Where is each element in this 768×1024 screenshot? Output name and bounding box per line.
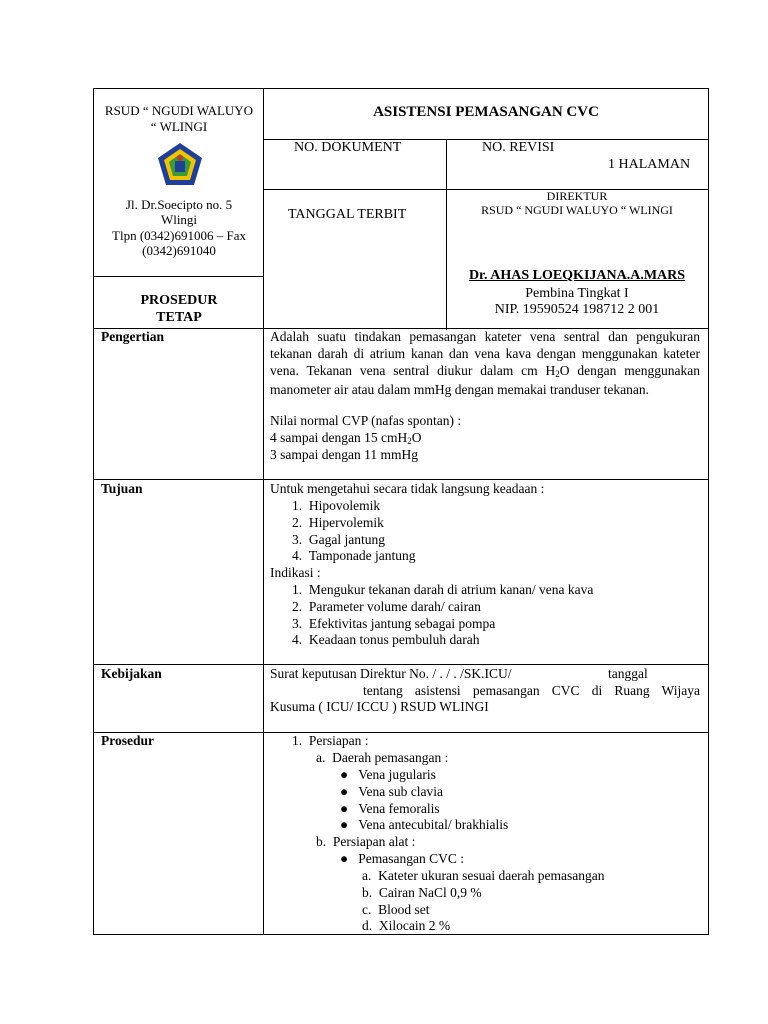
list-item bbox=[340, 767, 508, 784]
list-item: 1. Mengukur tekanan darah di atrium kanan/ vena kava bbox=[292, 582, 594, 597]
alat-letter-a: a. bbox=[362, 868, 372, 883]
bullet-icon: ● bbox=[340, 851, 349, 866]
bullet-icon: ● bbox=[340, 817, 349, 833]
no-dokumen-label: NO. DOKUMENT bbox=[294, 140, 402, 155]
tujuan-item-1: Hipovolemik bbox=[308, 498, 381, 513]
direktur-org: RSUD “ NGUDI WALUYO “ WLINGI bbox=[481, 203, 673, 217]
alat-list bbox=[362, 868, 605, 935]
header-left-divider bbox=[93, 276, 264, 277]
list-item: 2. Parameter volume darah/ cairan bbox=[292, 598, 481, 614]
kebijakan-line-1a: Surat keputusan Direktur No. / . / . /SK.ICU/ bbox=[270, 666, 512, 681]
persiapan-label: Persiapan : bbox=[308, 733, 369, 748]
tujuan-intro: Untuk mengetahui secara tidak langsung keadaan : bbox=[270, 481, 545, 496]
alat-item-2: Cairan NaCl 0,9 % bbox=[378, 884, 482, 900]
kebijakan-top-divider bbox=[93, 664, 709, 665]
prosedur-daerah bbox=[316, 750, 448, 767]
tujuan-label: Tujuan bbox=[101, 481, 143, 496]
tujuan-item-2: Hipervolemik bbox=[308, 514, 384, 530]
direktur-nip: NIP. 19590524 198712 2 001 bbox=[494, 302, 660, 317]
indikasi-item-1: Mengukur tekanan darah di atrium kanan/ vena kava bbox=[308, 582, 594, 597]
pengertian-p1-cont: O dengan menggunakan manometer air atau dalam mmHg dengan memakai tranduser tekanan. bbox=[270, 362, 701, 398]
prosedur-tetap-line-2: TETAP bbox=[156, 310, 202, 325]
halaman-count: 1 HALAMAN bbox=[608, 157, 691, 172]
list-item: 3. Efektivitas jantung sebagai pompa bbox=[292, 615, 496, 631]
kebijakan-line-2: tentang asistensi pemasangan CVC di Ruang Wijaya bbox=[363, 683, 700, 698]
alat-bullet-label: Pemasangan CVC : bbox=[358, 851, 465, 866]
tujuan-list bbox=[292, 498, 416, 565]
list-item: 1. Hipovolemik bbox=[292, 498, 381, 513]
alat-item-4: Xilocain 2 % bbox=[378, 918, 451, 934]
list-item bbox=[362, 902, 605, 919]
daerah-list bbox=[340, 767, 508, 834]
indikasi-list bbox=[292, 582, 593, 649]
bullet-icon: ● bbox=[340, 783, 349, 799]
pengertian-sub: 2 bbox=[555, 368, 560, 379]
kebijakan-line-1b: tanggal bbox=[608, 666, 648, 681]
doc-title: ASISTENSI PEMASANGAN CVC bbox=[373, 104, 599, 120]
prosedur-persiapan bbox=[292, 733, 369, 750]
alat-letter: b. bbox=[316, 834, 327, 849]
indikasi-item-2: Parameter volume darah/ cairan bbox=[308, 598, 481, 614]
range-1-sub: 2 bbox=[407, 436, 412, 446]
alat-item-1: Kateter ukuran sesuai daerah pemasangan bbox=[378, 868, 605, 883]
direktur-name: Dr. AHAS LOEQKIJANA.A.MARS bbox=[468, 268, 686, 283]
tujuan-item-4: Tamponade jantung bbox=[308, 548, 416, 564]
table-top-border bbox=[93, 88, 709, 89]
alat-letter-d: d. bbox=[362, 918, 373, 934]
address-line-3: Tlpn (0342)691006 – Fax bbox=[112, 228, 246, 243]
list-item: 4. Tamponade jantung bbox=[292, 548, 416, 564]
bullet-icon: ● bbox=[340, 767, 349, 782]
table-right-border bbox=[708, 88, 709, 935]
table-left-border bbox=[93, 88, 94, 935]
alat-label: Persiapan alat : bbox=[332, 834, 416, 849]
list-item bbox=[340, 801, 508, 818]
no-revisi-label: NO. REVISI bbox=[482, 140, 555, 155]
tanggal-terbit-label: TANGGAL TERBIT bbox=[288, 207, 407, 222]
address-line-4: (0342)691040 bbox=[142, 243, 216, 258]
daerah-item-1: Vena jugularis bbox=[358, 767, 436, 782]
list-item: 2. Hipervolemik bbox=[292, 514, 384, 530]
indikasi-item-4: Keadaan tonus pembuluh darah bbox=[308, 632, 480, 648]
list-item: 3. Gagal jantung bbox=[292, 531, 385, 547]
prosedur-alat bbox=[316, 834, 415, 851]
range-1-b: O bbox=[411, 430, 422, 445]
alat-letter-c: c. bbox=[362, 901, 372, 917]
hospital-logo-icon bbox=[156, 142, 204, 186]
list-item bbox=[340, 817, 508, 834]
alat-bullet bbox=[340, 851, 464, 868]
list-item bbox=[362, 885, 605, 902]
daerah-label: Daerah pemasangan : bbox=[332, 750, 449, 765]
prosedur-tetap-line-1: PROSEDUR bbox=[140, 293, 218, 308]
indikasi-item-3: Efektivitas jantung sebagai pompa bbox=[308, 615, 496, 631]
kebijakan-label: Kebijakan bbox=[101, 666, 162, 681]
bullet-icon: ● bbox=[340, 800, 349, 816]
tujuan-item-3: Gagal jantung bbox=[308, 531, 385, 547]
pengertian-h: H bbox=[545, 362, 556, 378]
address-line-1: Jl. Dr.Soecipto no. 5 bbox=[125, 197, 233, 212]
hospital-name: RSUD “ NGUDI WALUYO “ WLINGI bbox=[104, 103, 254, 134]
list-item: 4. Keadaan tonus pembuluh darah bbox=[292, 632, 480, 648]
direktur-rank: Pembina Tingkat I bbox=[525, 286, 629, 301]
daerah-letter: a. bbox=[316, 750, 326, 765]
direktur-label: DIREKTUR bbox=[546, 189, 608, 203]
list-item bbox=[362, 868, 605, 885]
alat-item-3: Blood set bbox=[378, 901, 430, 917]
tujuan-top-divider bbox=[93, 479, 709, 480]
address-line-2: Wlingi bbox=[160, 212, 198, 227]
indikasi-label: Indikasi : bbox=[270, 565, 321, 580]
pengertian-label: Pengertian bbox=[101, 329, 164, 344]
prosedur-number-1: 1. bbox=[292, 733, 303, 748]
list-item bbox=[340, 784, 508, 801]
daerah-item-3: Vena femoralis bbox=[358, 800, 440, 816]
list-item bbox=[362, 918, 605, 935]
column-divider bbox=[263, 88, 264, 935]
prosedur-label: Prosedur bbox=[101, 733, 154, 748]
pengertian-text bbox=[270, 329, 700, 399]
pengertian-range-2: 3 sampai dengan 11 mmHg bbox=[270, 447, 418, 462]
pengertian-normal: Nilai normal CVP (nafas spontan) : bbox=[270, 413, 462, 428]
kebijakan-line-3: Kusuma ( ICU/ ICCU ) RSUD WLINGI bbox=[270, 699, 489, 714]
daerah-item-2: Vena sub clavia bbox=[358, 783, 443, 799]
daerah-item-4: Vena antecubital/ brakhialis bbox=[358, 817, 509, 833]
alat-letter-b: b. bbox=[362, 884, 373, 900]
range-1-a: 4 sampai dengan 15 cmH bbox=[270, 430, 408, 445]
prosedur-top-divider bbox=[93, 732, 709, 733]
pengertian-p1: Adalah suatu tindakan pemasangan kateter vena sentral dan pengukuran tekanan darah di atrium kanan dan vena kava dengan menggunakan kateter vena. Tekanan vena sentral diukur dalam cm bbox=[270, 329, 700, 378]
